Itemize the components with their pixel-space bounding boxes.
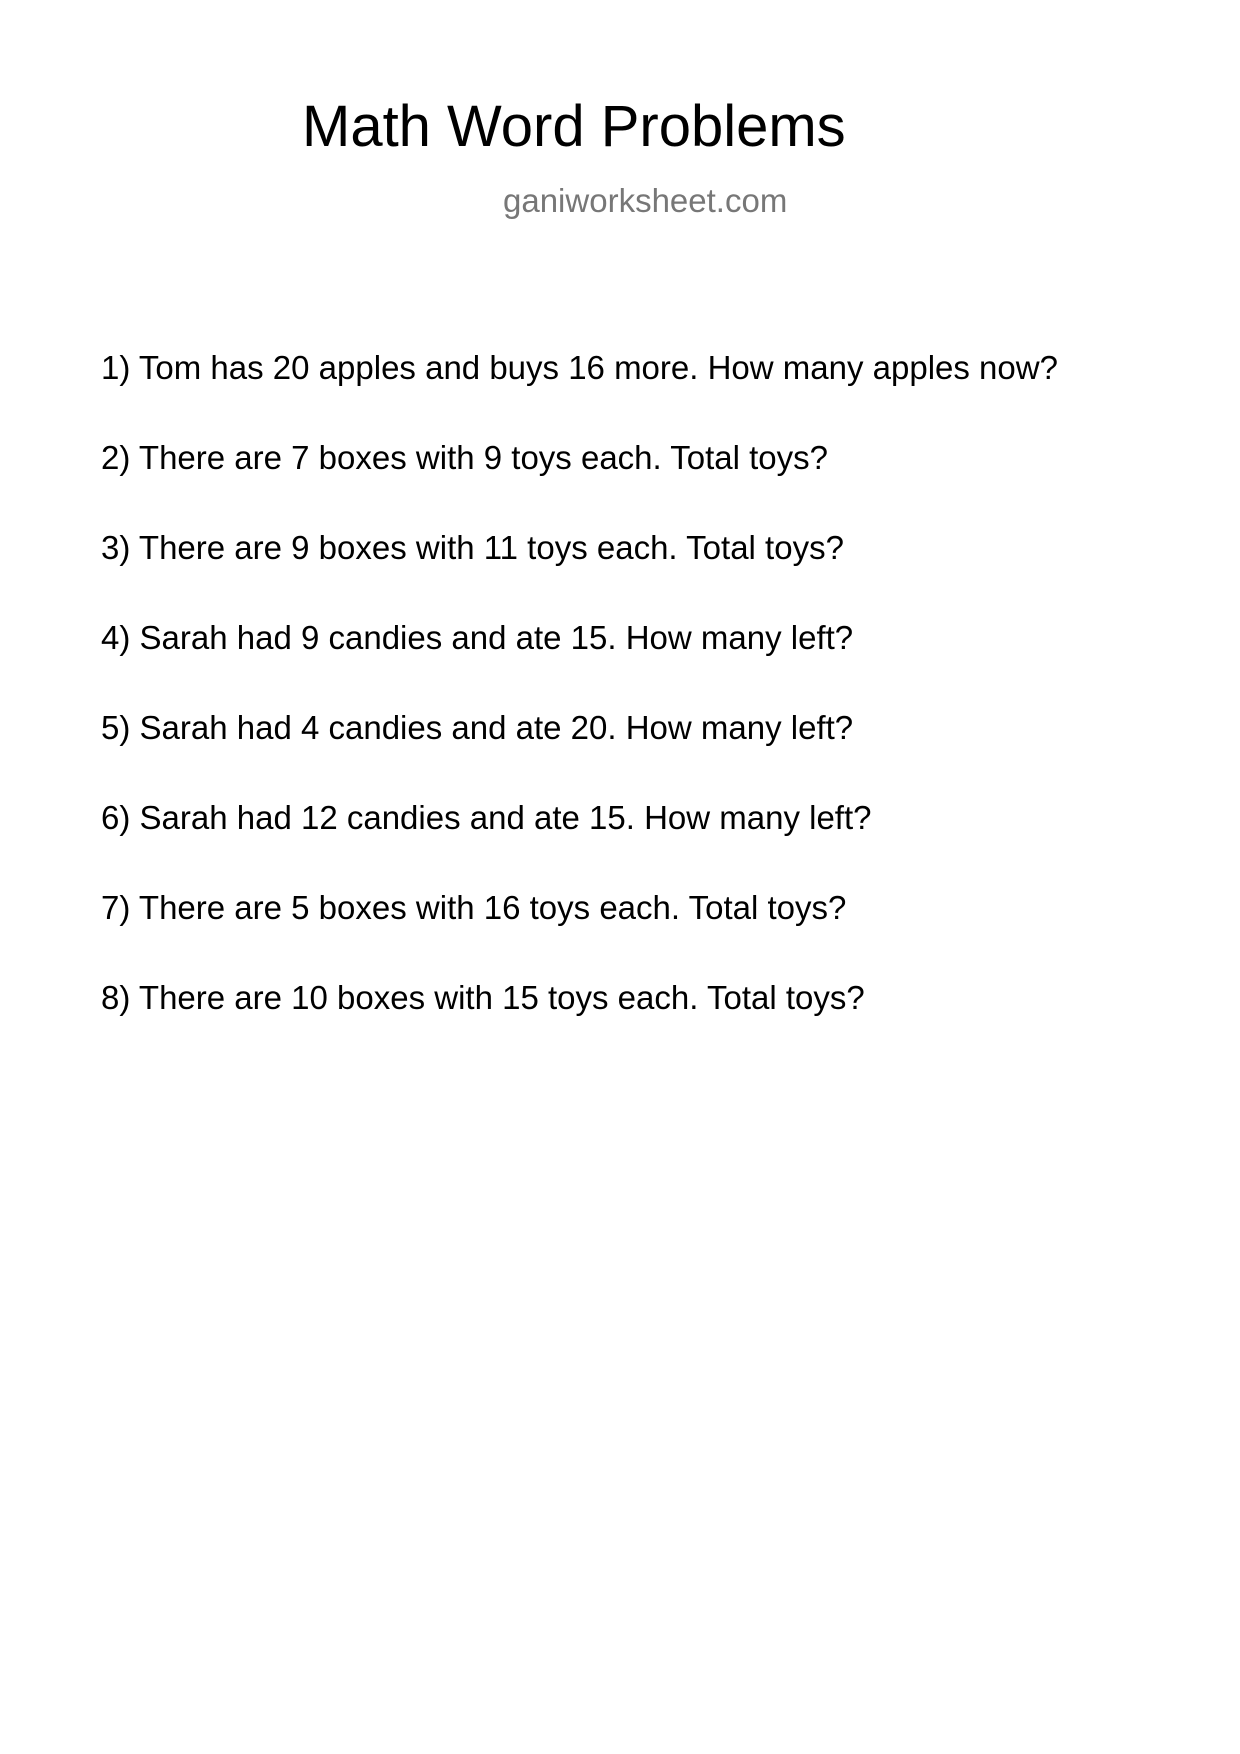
problem-1: 1) Tom has 20 apples and buys 16 more. How many apples now? — [101, 349, 1058, 386]
problem-8: 8) There are 10 boxes with 15 toys each. Total toys? — [101, 979, 865, 1016]
problem-7: 7) There are 5 boxes with 16 toys each. Total toys? — [101, 889, 847, 926]
problem-4: 4) Sarah had 9 candies and ate 15. How many left? — [101, 619, 854, 656]
problem-3: 3) There are 9 boxes with 11 toys each. Total toys? — [101, 529, 844, 566]
problem-6: 6) Sarah had 12 candies and ate 15. How many left? — [101, 799, 872, 836]
page-title: Math Word Problems — [302, 94, 846, 159]
problem-5: 5) Sarah had 4 candies and ate 20. How many left? — [101, 709, 854, 746]
source-website: ganiworksheet.com — [503, 182, 788, 219]
problem-2: 2) There are 7 boxes with 9 toys each. Total toys? — [101, 439, 829, 476]
problem-list — [101, 351, 1058, 1071]
